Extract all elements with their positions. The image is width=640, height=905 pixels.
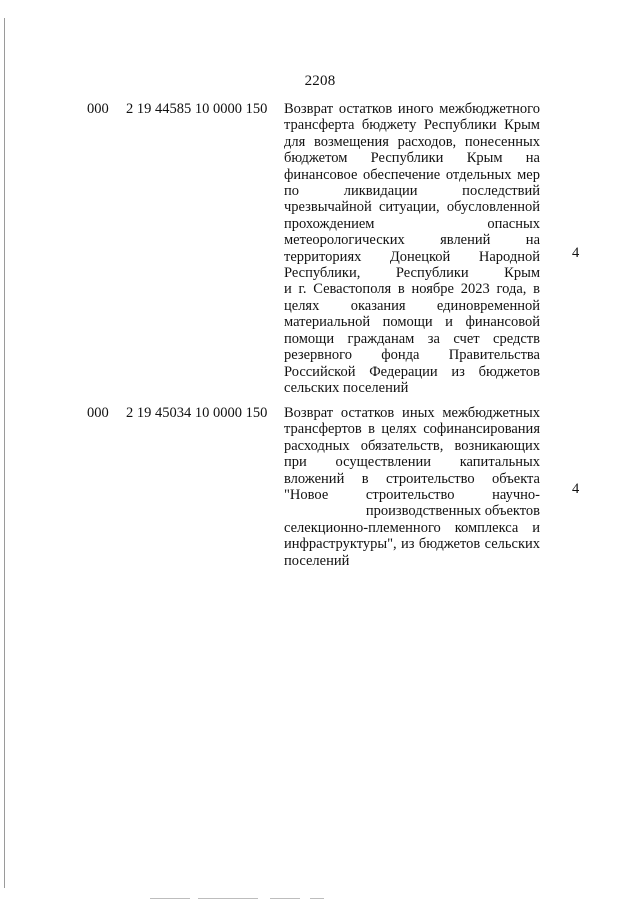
description-line: производственных объектов bbox=[365, 503, 540, 520]
description-line: Российской Федерации из бюджетов bbox=[284, 363, 540, 380]
description-line: Республики, Республики Крым bbox=[284, 265, 540, 282]
description-line: расходных обязательств, возникающих bbox=[284, 437, 540, 454]
description-line: при осуществлении капитальных bbox=[284, 454, 540, 471]
description-line: инфраструктуры", из бюджетов сельских bbox=[284, 536, 540, 553]
description-line: и г. Севастополя в ноябре 2023 года, в bbox=[284, 281, 540, 298]
description-line: материальной помощи и финансовой bbox=[284, 314, 540, 331]
description-line: бюджетом Республики Крым на bbox=[284, 150, 540, 167]
admin-code: 000 bbox=[87, 101, 109, 117]
revenue-description bbox=[284, 405, 540, 569]
description-line: для возмещения расходов, понесенных bbox=[284, 133, 540, 150]
description-line: вложений в строительство объекта bbox=[284, 470, 540, 487]
description-line: целях оказания единовременной bbox=[284, 297, 540, 314]
description-line: чрезвычайной ситуации, обусловленной bbox=[284, 199, 540, 216]
description-line: территориях Донецкой Народной bbox=[284, 248, 540, 265]
amount-value: 4 bbox=[572, 481, 580, 497]
amount-value: 4 bbox=[572, 245, 580, 261]
description-line: помощи гражданам за счет средств bbox=[284, 330, 540, 347]
description-line: селекционно-племенного комплекса и bbox=[284, 519, 540, 536]
description-line: Возврат остатков иного межбюджетного bbox=[284, 101, 540, 117]
description-line: сельских поселений bbox=[284, 379, 409, 396]
description-line: прохождением опасных bbox=[284, 215, 540, 232]
description-line: по ликвидации последствий bbox=[284, 183, 540, 200]
description-line: трансферта бюджету Республики Крым bbox=[284, 117, 540, 134]
page-number: 2208 bbox=[304, 73, 336, 89]
description-line: поселений bbox=[284, 552, 350, 569]
description-line: финансовое обеспечение отдельных мер bbox=[284, 166, 540, 183]
description-line: резервного фонда Правительства bbox=[284, 347, 540, 364]
description-line: Возврат остатков иных межбюджетных bbox=[284, 405, 540, 421]
scan-edge-line bbox=[4, 18, 5, 888]
admin-code: 000 bbox=[87, 405, 109, 421]
budget-classification-code: 2 19 45034 10 0000 150 bbox=[126, 405, 268, 421]
description-line: трансфертов в целях софинансирования bbox=[284, 421, 540, 438]
description-line: "Новое строительство научно- bbox=[284, 487, 540, 504]
scan-artifact-marks bbox=[150, 898, 350, 900]
revenue-description bbox=[284, 101, 540, 396]
description-line: метеорологических явлений на bbox=[284, 232, 540, 249]
budget-classification-code: 2 19 44585 10 0000 150 bbox=[126, 101, 268, 117]
